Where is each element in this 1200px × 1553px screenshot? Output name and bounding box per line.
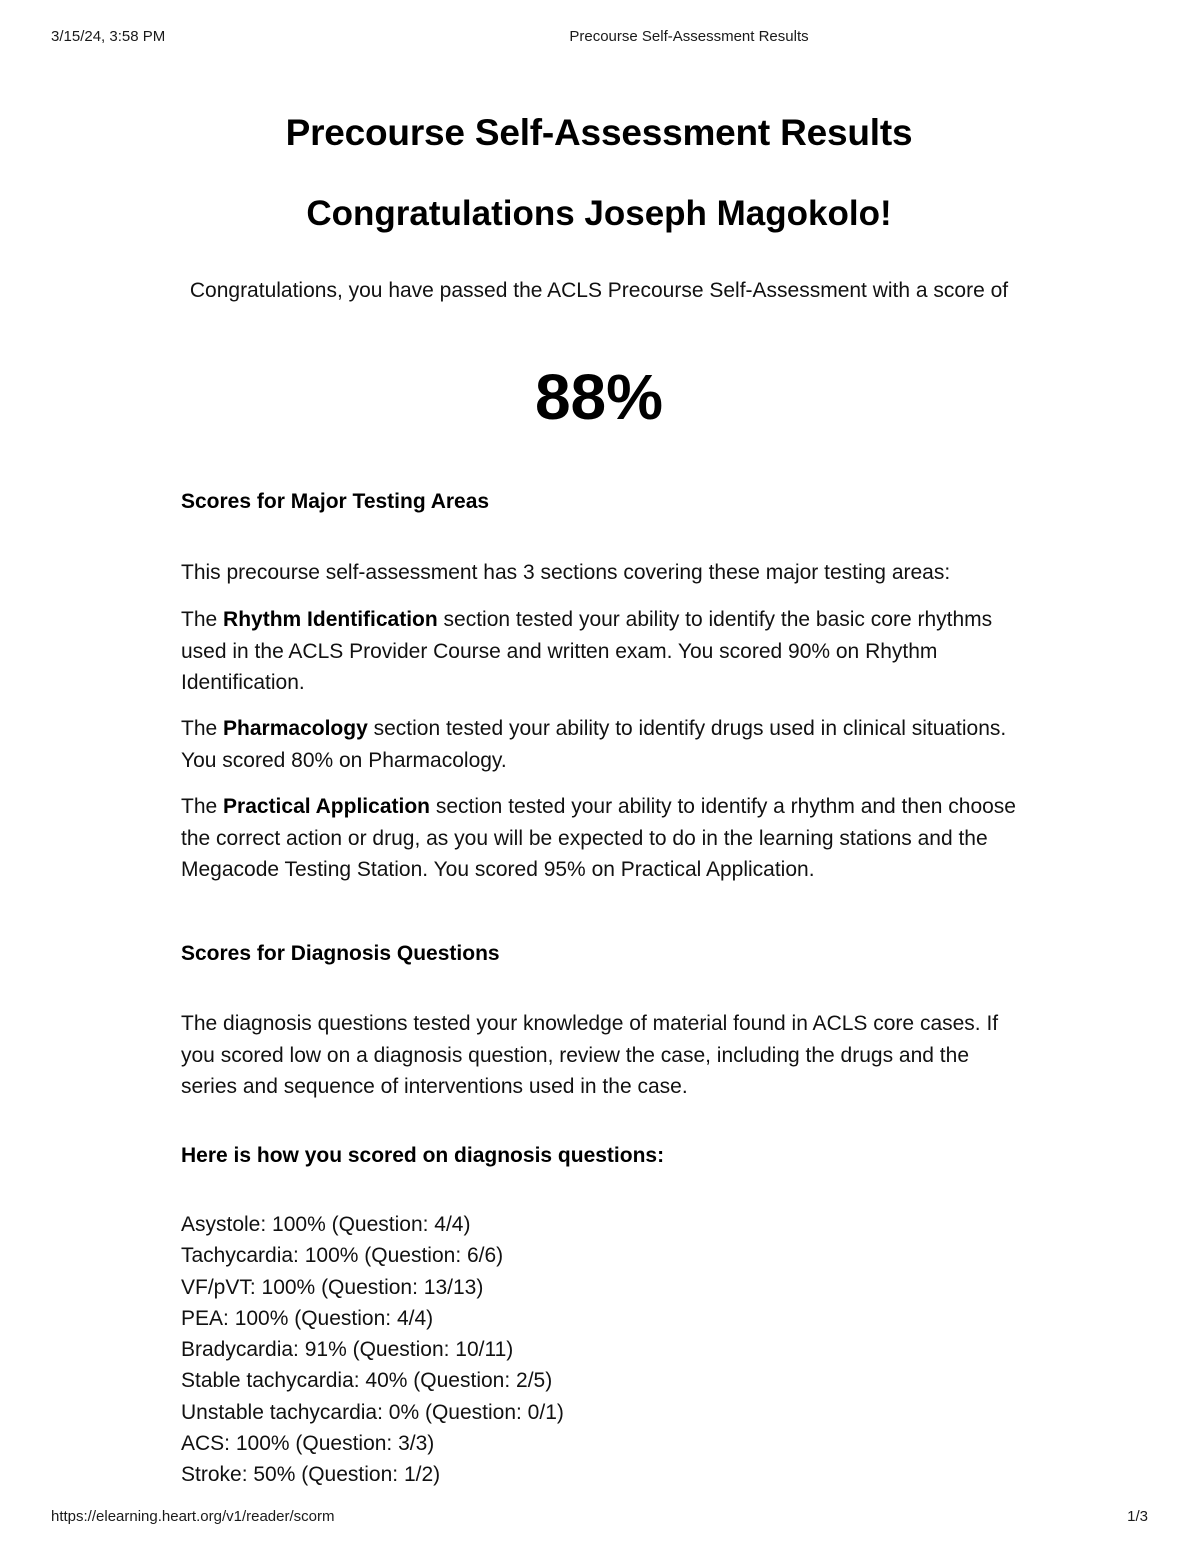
list-item: Bradycardia: 91% (Question: 10/11) <box>181 1338 514 1362</box>
list-item: Unstable tachycardia: 0% (Question: 0/1) <box>181 1400 564 1424</box>
overall-score: 88% <box>534 361 664 433</box>
congrats-heading: Congratulations Joseph Magokolo! <box>306 194 892 233</box>
section-prefix: The <box>181 795 224 818</box>
section-text: section tested your ability to identify a rhythm and then choose the correct action or drug, as you will be expected to do in the learning stations and the Megacode Testing Station. You scored 95% on Practical Application. <box>181 795 1016 881</box>
list-item: Stable tachycardia: 40% (Question: 2/5) <box>181 1369 553 1393</box>
major-areas-intro: This precourse self-assessment has 3 sections covering these major testing areas: <box>181 561 951 584</box>
section-text: section tested your ability to identify the basic core rhythms used in the ACLS Provider Course and written exam. You scored 90% on Rhythm Identification. <box>181 608 993 694</box>
print-url: https://elearning.heart.org/v1/reader/scorm <box>51 1508 335 1525</box>
section-name: Practical Application <box>223 795 430 818</box>
list-item: PEA: 100% (Question: 4/4) <box>181 1306 434 1330</box>
section-prefix: The <box>181 608 224 631</box>
diagnosis-list-heading: Here is how you scored on diagnosis questions: <box>181 1144 665 1167</box>
section-pharmacology <box>181 713 1021 776</box>
diagnosis-intro: The diagnosis questions tested your knowledge of material found in ACLS core cases. If you scored low on a diagnosis question, review the case, including the drugs and the series and sequence of interventions used in the case. <box>181 1012 999 1098</box>
print-doc-title: Precourse Self-Assessment Results <box>569 28 809 45</box>
section-text: section tested your ability to identify drugs used in clinical situations. You scored 80% on Pharmacology. <box>181 717 1007 772</box>
list-item: Tachycardia: 100% (Question: 6/6) <box>181 1244 504 1268</box>
list-item: ACS: 100% (Question: 3/3) <box>181 1432 435 1456</box>
list-item: Stroke: 50% (Question: 1/2) <box>181 1463 441 1487</box>
section-practical-application <box>181 791 1021 886</box>
page-number: 1/3 <box>1127 1508 1148 1525</box>
intro-text: Congratulations, you have passed the ACLS Precourse Self-Assessment with a score of <box>189 279 1009 302</box>
section-name: Rhythm Identification <box>223 608 438 631</box>
diagnosis-score-list <box>181 1209 564 1491</box>
page-title: Precourse Self-Assessment Results <box>285 112 913 153</box>
major-areas-heading: Scores for Major Testing Areas <box>181 490 490 513</box>
section-rhythm-identification <box>181 604 1021 699</box>
list-item: Asystole: 100% (Question: 4/4) <box>181 1213 471 1236</box>
diagnosis-heading: Scores for Diagnosis Questions <box>181 942 500 965</box>
section-prefix: The <box>181 717 224 740</box>
list-item: VF/pVT: 100% (Question: 13/13) <box>181 1275 484 1299</box>
section-name: Pharmacology <box>223 717 368 740</box>
print-datetime: 3/15/24, 3:58 PM <box>51 28 166 45</box>
